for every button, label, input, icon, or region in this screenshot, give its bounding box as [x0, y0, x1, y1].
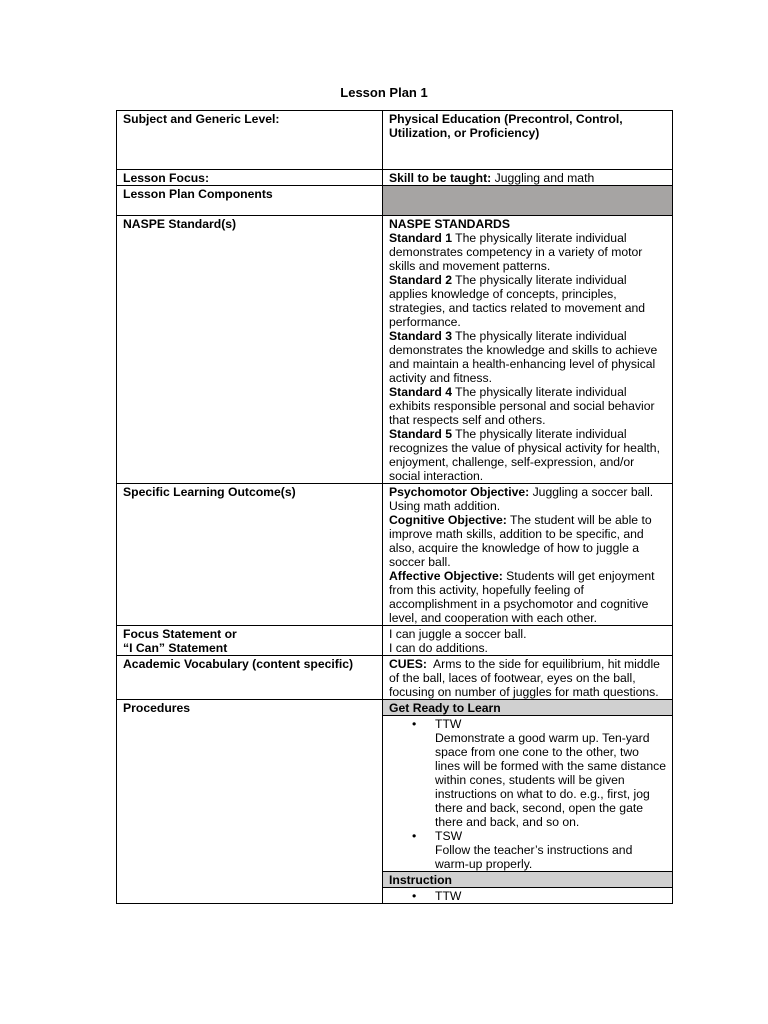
components-label: Lesson Plan Components — [117, 186, 383, 216]
subject-value: Physical Education (Precontrol, Control, Utilization, or Proficiency) — [383, 111, 673, 170]
lesson-focus-label: Lesson Focus: — [117, 170, 383, 186]
get-ready-header: Get Ready to Learn — [383, 700, 673, 716]
lesson-focus-value — [383, 170, 673, 186]
outcomes-label: Specific Learning Outcome(s) — [117, 484, 383, 626]
row-naspe — [117, 216, 673, 484]
instruction-header: Instruction — [383, 872, 673, 888]
vocabulary-label: Academic Vocabulary (content specific) — [117, 656, 383, 700]
i-can-label: Focus Statement or “I Can” Statement — [117, 626, 383, 656]
naspe-heading: NASPE STANDARDS — [389, 217, 510, 231]
tsw-item: • TSW Follow the teacher’s instructions and warm-up properly. — [435, 829, 666, 871]
standard-3: Standard 3 The physically literate individual demonstrates the knowledge and skills to achieve and maintain a health-enhancing level of physical activity and fitness. — [389, 329, 658, 385]
lesson-plan-table — [116, 110, 673, 904]
instruction-content — [383, 888, 673, 904]
skill-label: Skill to be taught: — [389, 171, 492, 185]
get-ready-content — [383, 716, 673, 872]
procedures-label: Procedures — [117, 700, 383, 904]
cognitive-objective: Cognitive Objective: The student will be able to improve math skills, addition to be specific, and also, acquire the knowledge of how to juggle a soccer ball. — [389, 513, 652, 569]
row-components — [117, 186, 673, 216]
outcomes-objectives — [383, 484, 673, 626]
skill-value: Juggling and math — [491, 171, 595, 185]
naspe-standards — [383, 216, 673, 484]
affective-objective: Affective Objective: Students will get enjoyment from this activity, hopefully feeling of accomplishment in a psychomotor and cognitive level, and cooperation with each other. — [389, 569, 655, 625]
page-title: Lesson Plan 1 — [340, 85, 428, 100]
standard-2: Standard 2 The physically literate individual applies knowledge of concepts, principles, strategies, and tactics related to movement and performance. — [389, 273, 646, 329]
naspe-label: NASPE Standard(s) — [117, 216, 383, 484]
row-procedures-header — [117, 700, 673, 716]
standard-5: Standard 5 The physically literate individual recognizes the value of physical activity for health, enjoyment, challenge, self-expression, and/or social interaction. — [389, 427, 660, 483]
standard-1: Standard 1 The physically literate individual demonstrates competency in a variety of motor skills and movement patterns. — [389, 231, 643, 273]
row-lesson-focus — [117, 170, 673, 186]
ttw-item: • TTW Demonstrate a good warm up. Ten-yard space from one cone to the other, two lines will be formed with the same distance within cones, students will be given instructions on what to do. e.g., first, jog there and back, second, open the gate there and back, and so on. — [435, 717, 666, 829]
row-outcomes — [117, 484, 673, 626]
row-subject — [117, 111, 673, 170]
subject-label: Subject and Generic Level: — [117, 111, 383, 170]
vocabulary-cues: CUES: Arms to the side for equilibrium, hit middle of the ball, laces of footwear, eyes on the ball, focusing on number of juggles for math questions. — [383, 656, 673, 700]
standard-4: Standard 4 The physically literate individual exhibits responsible personal and social behavior that respects self and others. — [389, 385, 655, 427]
components-shaded-cell — [383, 186, 673, 216]
row-i-can — [117, 626, 673, 656]
ttw-item-2: • TTW — [435, 889, 666, 903]
psychomotor-objective: Psychomotor Objective: Juggling a soccer ball. Using math addition. — [389, 485, 654, 513]
i-can-statements: I can juggle a soccer ball. I can do additions. — [383, 626, 673, 656]
row-vocabulary — [117, 656, 673, 700]
